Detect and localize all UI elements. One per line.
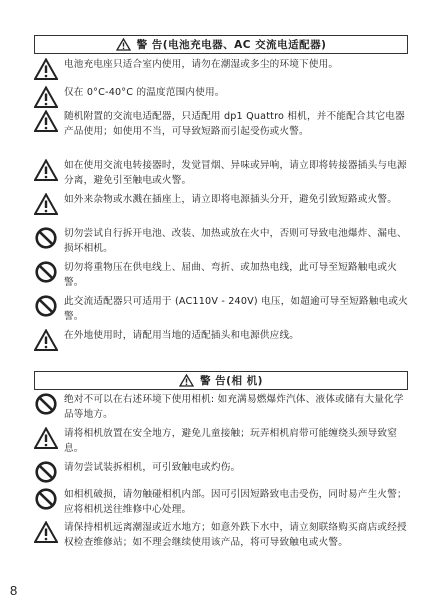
prohibited-icon [34, 295, 58, 317]
warning-triangle-icon [34, 58, 58, 80]
section-header-camera [34, 371, 408, 390]
prohibition-text: 请勿尝试装拆相机，可引致触电或灼伤。 [64, 462, 241, 473]
warning-item [34, 58, 412, 80]
prohibition-text: 如相机破损，请勿触碰相机内部。因可引因短路致电击受伤，同时易产生火警；应将相机送往维修中心处理。 [64, 489, 407, 515]
warning-text: 随机附置的交流电适配器，只适配用 dp1 Quattro 相机，并不能配合其它电器产品使用；如使用不当，可导致短路而引起受伤或火警。 [64, 111, 405, 137]
prohibition-item [34, 227, 412, 256]
prohibited-icon [34, 393, 58, 415]
warning-text: 仅在 0°C-40°C 的温度范围内使用。 [64, 87, 225, 98]
warning-item [34, 193, 412, 215]
warning-triangle-icon [34, 110, 58, 132]
warning-triangle-icon [34, 521, 58, 543]
prohibited-icon [34, 488, 58, 510]
warning-item [34, 329, 412, 351]
warning-triangle-icon [34, 427, 58, 449]
warning-item [34, 427, 412, 456]
prohibited-icon [34, 461, 58, 483]
warning-item [34, 86, 412, 108]
warning-triangle-icon [34, 329, 58, 351]
prohibition-item [34, 295, 412, 324]
prohibition-item [34, 488, 412, 517]
section-header-charger [34, 35, 408, 54]
warning-item [34, 110, 412, 139]
warning-text: 请保持相机远离潮湿或近水地方；如意外跌下水中，请立刻联络购买商店或经授权检查维修站；如不理会继续使用该产品，将可导致触电或火警。 [64, 522, 407, 548]
warning-triangle-icon [34, 193, 58, 215]
warning-text: 在外地使用时，请配用当地的适配插头和电源供应线。 [64, 330, 300, 341]
prohibition-text: 切勿将重物压在供电线上、屈曲、弯折、或加热电线，此可导至短路触电或火警。 [64, 262, 397, 288]
warning-text: 请将相机放置在安全地方，避免儿童接触；玩弄相机肩带可能缠绕头颈导致窒息。 [64, 428, 397, 454]
page-number: 8 [10, 583, 18, 598]
warning-item [34, 159, 412, 188]
warning-text: 电池充电座只适合室内使用，请勿在潮湿或多尘的环境下使用。 [64, 59, 339, 70]
prohibited-icon [34, 261, 58, 283]
prohibition-text: 此交流适配器只可适用于 (AC110V - 240V) 电压，如超逾可导至短路触电或火警。 [64, 296, 409, 322]
prohibited-icon [34, 227, 58, 249]
prohibition-item [34, 393, 412, 422]
section-title: 警 告(相 机) [200, 375, 263, 387]
prohibition-text: 切勿尝试自行拆开电池、改装、加热或放在火中，否则可导致电池爆炸、漏电、损坏相机。 [64, 228, 407, 254]
warning-item [34, 521, 412, 550]
warning-triangle-icon [34, 86, 58, 108]
warning-text: 如在使用交流电转接器时，发觉冒烟、异味或异响，请立即将转接器插头与电源分离，避免引至触电或火警。 [64, 160, 407, 186]
prohibition-text: 绝对不可以在右述环境下使用相机: 如充满易燃爆炸汽体、液体或储有大量化学品等地方。 [64, 394, 404, 420]
prohibition-item [34, 461, 412, 483]
warning-triangle-icon [116, 38, 131, 51]
prohibition-item [34, 261, 412, 290]
warning-text: 如外来杂物或水溅在插座上，请立即将电源插头分开，避免引致短路或火警。 [64, 194, 397, 205]
warning-triangle-icon [179, 374, 194, 387]
warning-triangle-icon [34, 159, 58, 181]
section-title: 警 告(电池充电器、AC 交流电适配器) [136, 39, 327, 51]
